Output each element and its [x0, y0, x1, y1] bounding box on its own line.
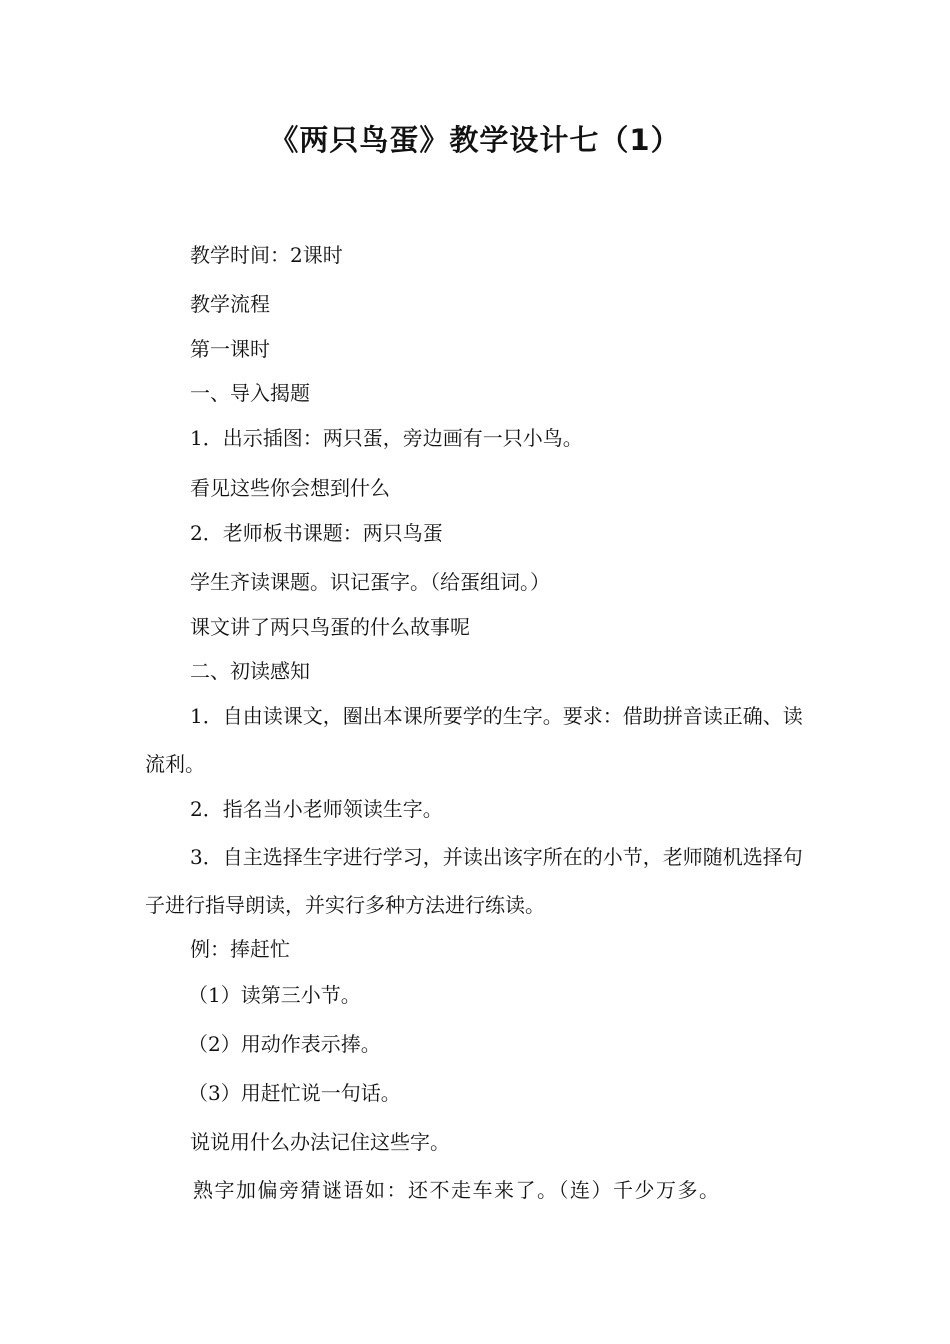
paragraph-example: 例：捧赶忙 [190, 937, 290, 961]
heading-introduction: 一、导入揭题 [190, 381, 310, 405]
paragraph-read-title: 学生齐读课题。识记蛋字。（给蛋组词。） [190, 570, 550, 594]
paragraph-sub-3: （3）用赶忙说一句话。 [188, 1081, 401, 1105]
paragraph-riddle: 熟字加偏旁猜谜语如：还不走车来了。（连）千少万多。 [193, 1178, 721, 1202]
paragraph-sub-1: （1）读第三小节。 [188, 983, 361, 1007]
paragraph-what-comes-to-mind: 看见这些你会想到什么 [190, 476, 390, 500]
paragraph-story-question: 课文讲了两只鸟蛋的什么故事呢 [190, 615, 470, 639]
paragraph-sub-2: （2）用动作表示捧。 [188, 1032, 381, 1056]
paragraph-step-2-board-title: 2．老师板书课题：两只鸟蛋 [190, 521, 443, 545]
paragraph-step-1-show-picture: 1．出示插图：两只蛋，旁边画有一只小鸟。 [190, 426, 583, 450]
paragraph-first-lesson: 第一课时 [190, 337, 270, 361]
document-title: 《两只鸟蛋》教学设计七（1） [269, 123, 681, 157]
paragraph-teaching-process: 教学流程 [190, 292, 270, 316]
paragraph-free-reading: 1．自由读课文，圈出本课所要学的生字。要求：借助拼音读正确、读流利。 [145, 704, 803, 776]
paragraph-self-study: 3．自主选择生字进行学习，并读出该字所在的小节，老师随机选择句子进行指导朗读，并实行多种方法进行练读。 [145, 845, 803, 917]
paragraph-teaching-time: 教学时间：2课时 [190, 243, 343, 267]
paragraph-memory-method: 说说用什么办法记住这些字。 [190, 1130, 450, 1154]
heading-first-reading: 二、初读感知 [190, 659, 310, 683]
paragraph-lead-reading: 2．指名当小老师领读生字。 [190, 797, 443, 821]
